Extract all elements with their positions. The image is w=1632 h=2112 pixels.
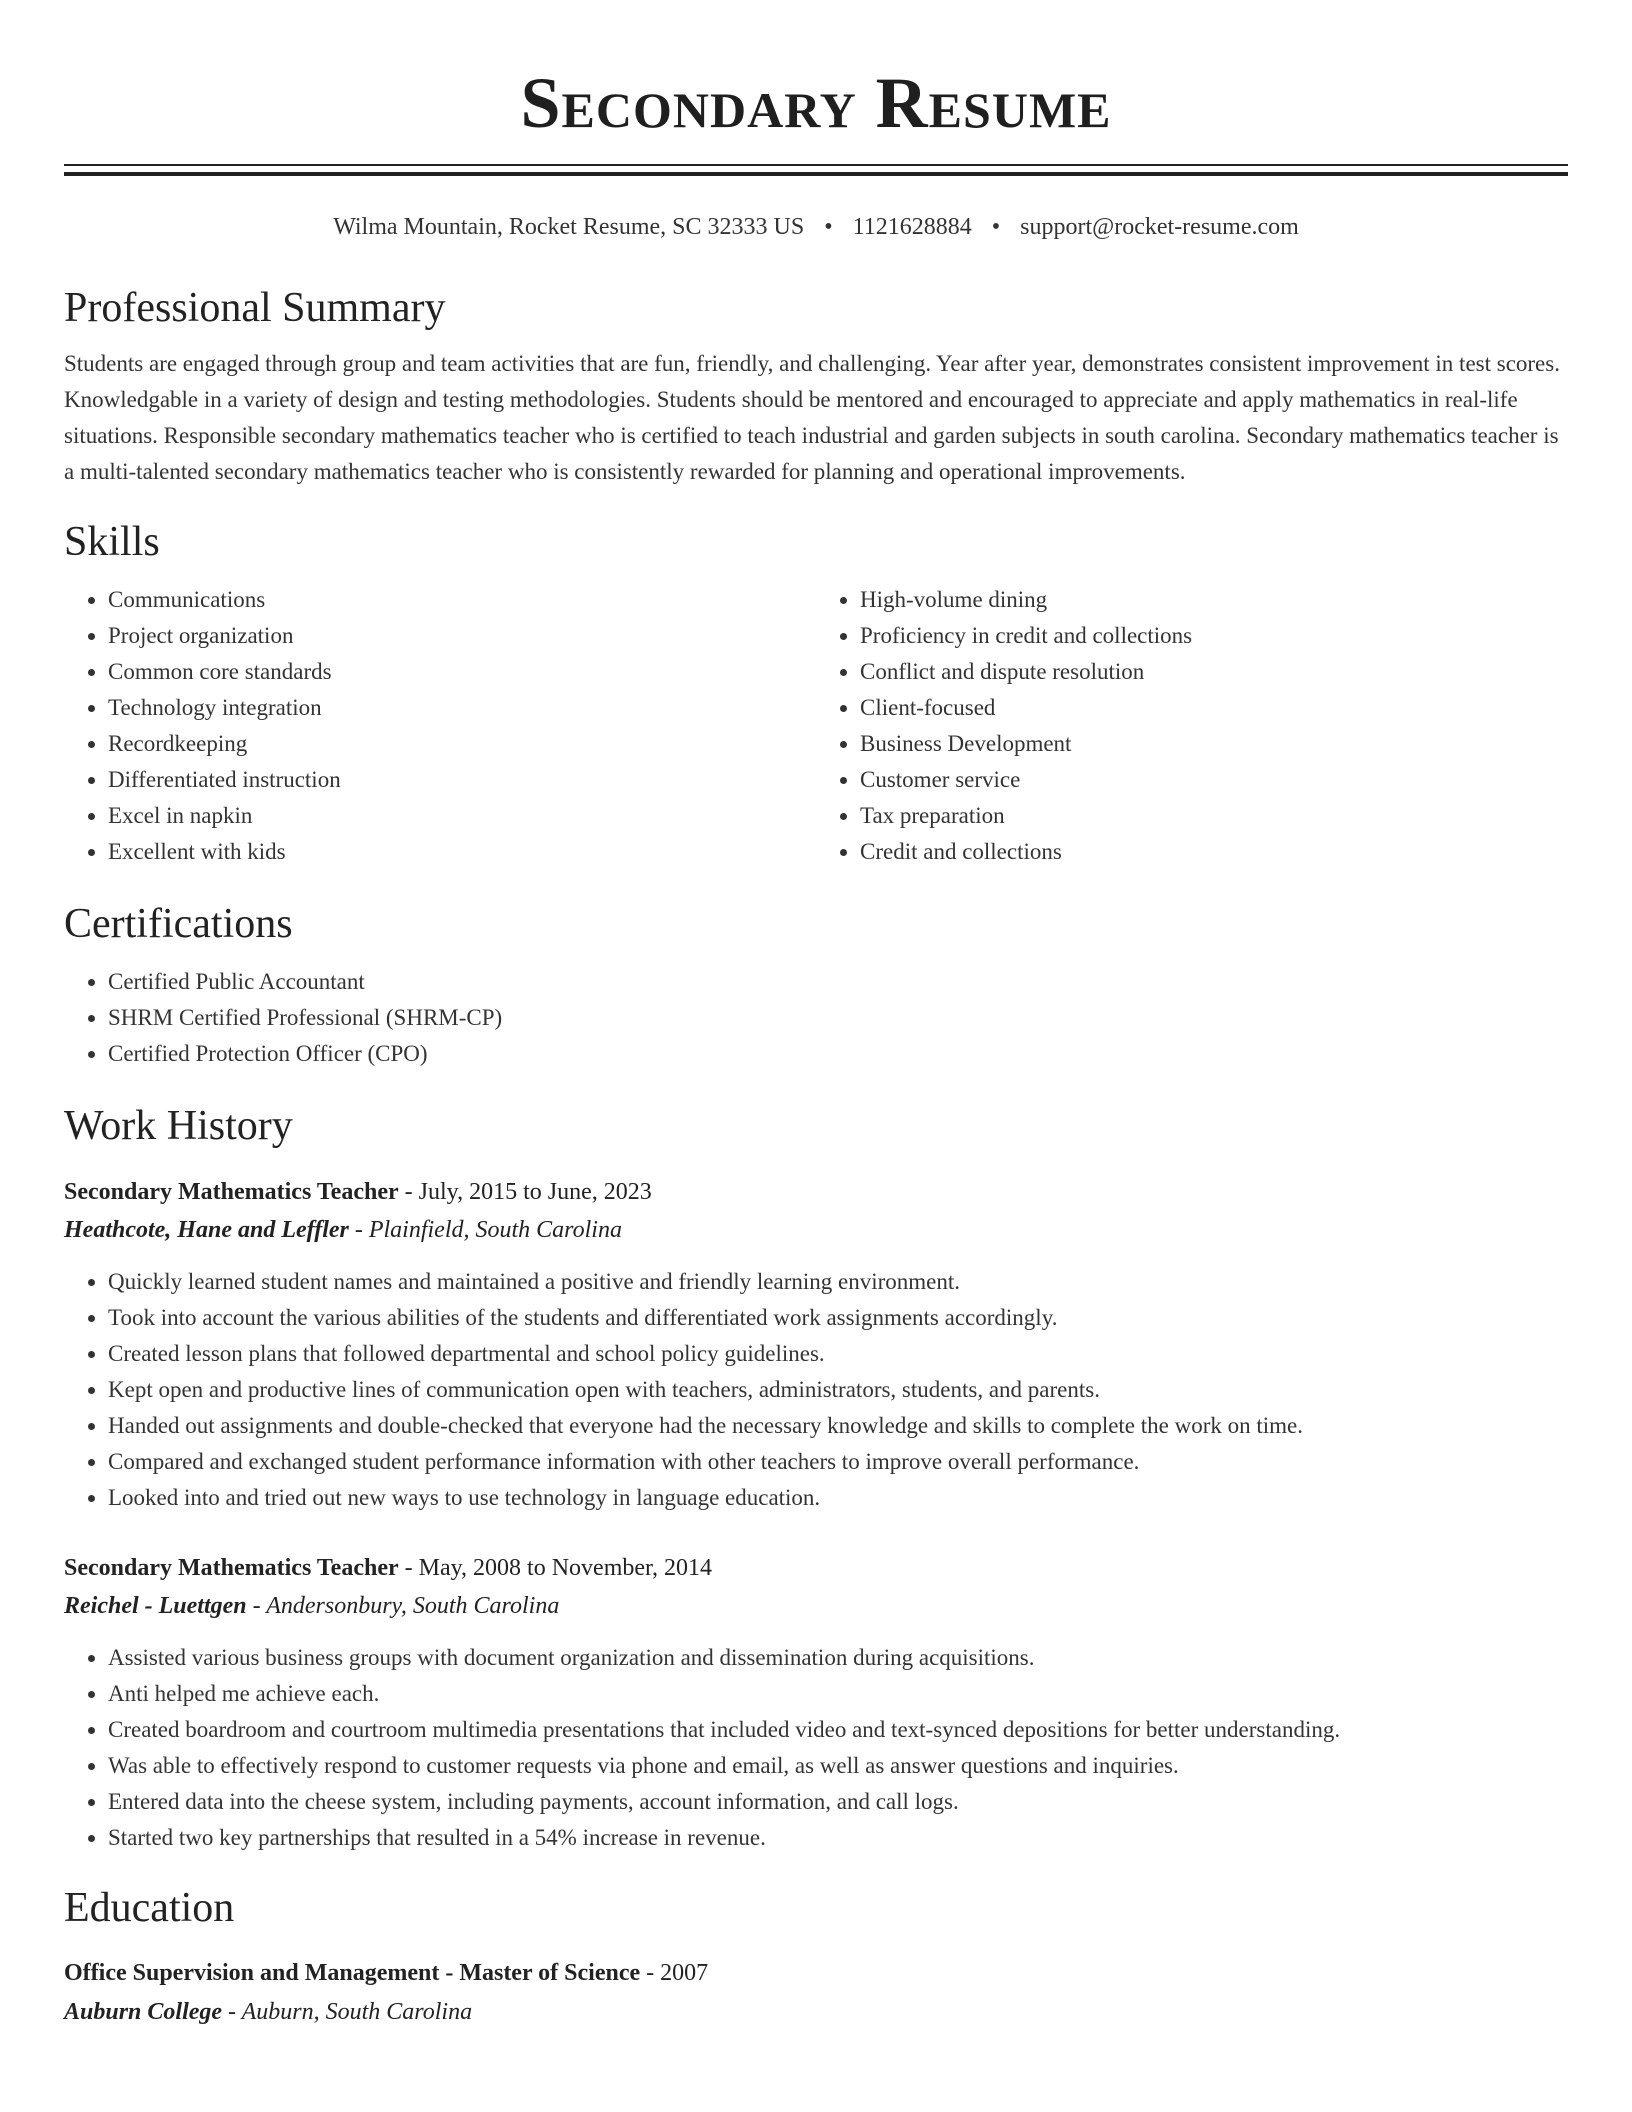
summary-heading: Professional Summary xyxy=(64,285,446,331)
certification-item: • SHRM Certified Professional (SHRM-CP) xyxy=(108,1000,1568,1036)
skill-item: • Credit and collections xyxy=(860,834,1568,870)
title-divider-thick xyxy=(64,172,1568,176)
contact-email: support@rocket-resume.com xyxy=(1020,214,1299,240)
title-divider-thin xyxy=(64,164,1568,166)
job-location: - Andersonbury, South Carolina xyxy=(246,1593,560,1619)
job-dates: - May, 2008 to November, 2014 xyxy=(398,1555,713,1581)
contact-separator: • xyxy=(824,214,833,240)
work-history-heading: Work History xyxy=(64,1103,293,1149)
job-entry xyxy=(64,1550,1568,1856)
education-year: - 2007 xyxy=(640,1960,709,1986)
job-bullet: • Compared and exchanged student performance information with other teachers to improve overall performance. xyxy=(108,1444,1568,1480)
certifications-heading: Certifications xyxy=(64,901,293,947)
skill-item: • Recordkeeping xyxy=(108,726,816,762)
job-bullet: • Started two key partnerships that resulted in a 54% increase in revenue. xyxy=(108,1820,1568,1856)
skill-item: • Differentiated instruction xyxy=(108,762,816,798)
skill-item: • Excellent with kids xyxy=(108,834,816,870)
skill-item: • Common core standards xyxy=(108,654,816,690)
skill-item: • Proficiency in credit and collections xyxy=(860,618,1568,654)
contact-line xyxy=(64,212,1568,242)
job-bullet: • Was able to effectively respond to customer requests via phone and email, as well as answer questions and inquiries. xyxy=(108,1748,1568,1784)
certifications-list xyxy=(64,964,1568,1072)
job-bullets xyxy=(64,1640,1568,1856)
job-bullets xyxy=(64,1264,1568,1516)
skill-item: • Customer service xyxy=(860,762,1568,798)
job-bullet: • Handed out assignments and double-checked that everyone had the necessary knowledge and skills to complete the work on time. xyxy=(108,1408,1568,1444)
education-heading: Education xyxy=(64,1885,235,1931)
job-title: Secondary Mathematics Teacher xyxy=(64,1555,399,1581)
job-bullet: • Anti helped me achieve each. xyxy=(108,1676,1568,1712)
job-bullet: • Assisted various business groups with document organization and dissemination during acquisitions. xyxy=(108,1640,1568,1676)
skills-heading: Skills xyxy=(64,519,160,565)
contact-separator: • xyxy=(991,214,1001,240)
job-bullet: • Looked into and tried out new ways to use technology in language education. xyxy=(108,1480,1568,1516)
job-bullet: • Took into account the various abilities of the students and differentiated work assignments accordingly. xyxy=(108,1300,1568,1336)
job-title: Secondary Mathematics Teacher xyxy=(64,1179,399,1205)
skills-list-left xyxy=(64,582,816,870)
job-company: Reichel - Luettgen xyxy=(64,1593,247,1619)
skill-item: • Tax preparation xyxy=(860,798,1568,834)
job-dates: - July, 2015 to June, 2023 xyxy=(398,1179,652,1205)
job-title-line xyxy=(64,1550,1568,1586)
skills-columns xyxy=(64,582,1568,870)
job-bullet: • Created lesson plans that followed departmental and school policy guidelines. xyxy=(108,1336,1568,1372)
job-location: - Plainfield, South Carolina xyxy=(348,1217,622,1243)
contact-address: Wilma Mountain, Rocket Resume, SC 32333 US xyxy=(333,214,805,240)
skills-list-right xyxy=(816,582,1568,870)
page-title: Secondary Resume xyxy=(520,63,1112,143)
education-location: - Auburn, South Carolina xyxy=(222,1999,473,2025)
job-bullet: • Entered data into the cheese system, including payments, account information, and call logs. xyxy=(108,1784,1568,1820)
job-entry xyxy=(64,1174,1568,1516)
skill-item: • Business Development xyxy=(860,726,1568,762)
education-school-line xyxy=(64,1992,1568,2032)
education-school: Auburn College xyxy=(64,1999,223,2025)
summary-text: Students are engaged through group and team activities that are fun, friendly, and challenging. Year after year, demonstrates consistent improvement in test scores. Knowledgable in a variety of design and testing methodologies. Students should be mentored and encouraged to appreciate and apply mathematics in real-life situations. Responsible secondary mathematics teacher who is certified to teach industrial and garden subjects in south carolina. Secondary mathematics teacher is a multi-talented secondary mathematics teacher who is consistently rewarded for planning and operational improvements. xyxy=(64,351,1560,484)
skill-item: • Communications xyxy=(108,582,816,618)
job-company-line xyxy=(64,1210,1568,1250)
job-bullet: • Created boardroom and courtroom multimedia presentations that included video and text-synced depositions for better understanding. xyxy=(108,1712,1568,1748)
job-company: Heathcote, Hane and Leffler xyxy=(64,1217,349,1243)
skill-item: • Excel in napkin xyxy=(108,798,816,834)
job-title-line xyxy=(64,1174,1568,1210)
contact-phone: 1121628884 xyxy=(852,214,972,240)
job-bullet: • Quickly learned student names and maintained a positive and friendly learning environment. xyxy=(108,1264,1568,1300)
skill-item: • Project organization xyxy=(108,618,816,654)
job-bullet: • Kept open and productive lines of communication open with teachers, administrators, students, and parents. xyxy=(108,1372,1568,1408)
job-company-line xyxy=(64,1586,1568,1626)
skill-item: • Client-focused xyxy=(860,690,1568,726)
skill-item: • Technology integration xyxy=(108,690,816,726)
education-degree-line xyxy=(64,1954,1568,1992)
education-degree: Office Supervision and Management - Master of Science xyxy=(64,1960,641,1986)
skill-item: • High-volume dining xyxy=(860,582,1568,618)
certification-item: • Certified Public Accountant xyxy=(108,964,1568,1000)
certification-item: • Certified Protection Officer (CPO) xyxy=(108,1036,1568,1072)
skill-item: • Conflict and dispute resolution xyxy=(860,654,1568,690)
